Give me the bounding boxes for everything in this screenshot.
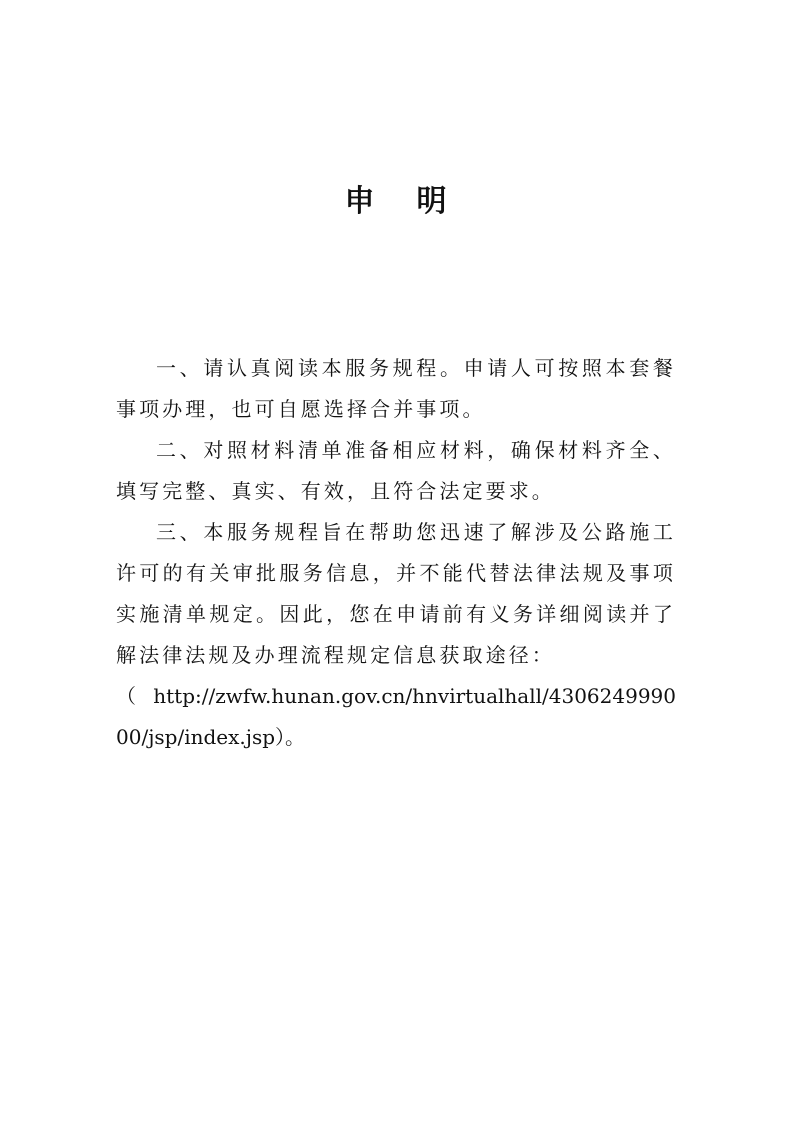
paragraph-1: 一、请认真阅读本服务规程。申请人可按照本套餐事项办理，也可自愿选择合并事项。 <box>116 356 676 421</box>
title-char-2: 明 <box>416 184 449 219</box>
paragraph-3: 三、本服务规程旨在帮助您迅速了解涉及公路施工许可的有关审批服务信息，并不能代替法律法规及事项实施清单规定。因此，您在申请前有义务详细阅读并了解法律法规及办理流程规定信息获取途径： <box>116 520 676 667</box>
title-char-1: 申 <box>344 184 377 219</box>
page-title <box>0 180 793 224</box>
paragraph-2: 二、对照材料清单准备相应材料，确保材料齐全、填写完整、真实、有效，且符合法定要求。 <box>116 438 676 503</box>
url-reference: （ http://zwfw.hunan.gov.cn/hnvirtualhall/430624999000/jsp/index.jsp）。 <box>116 684 676 749</box>
document-body <box>116 348 676 758</box>
